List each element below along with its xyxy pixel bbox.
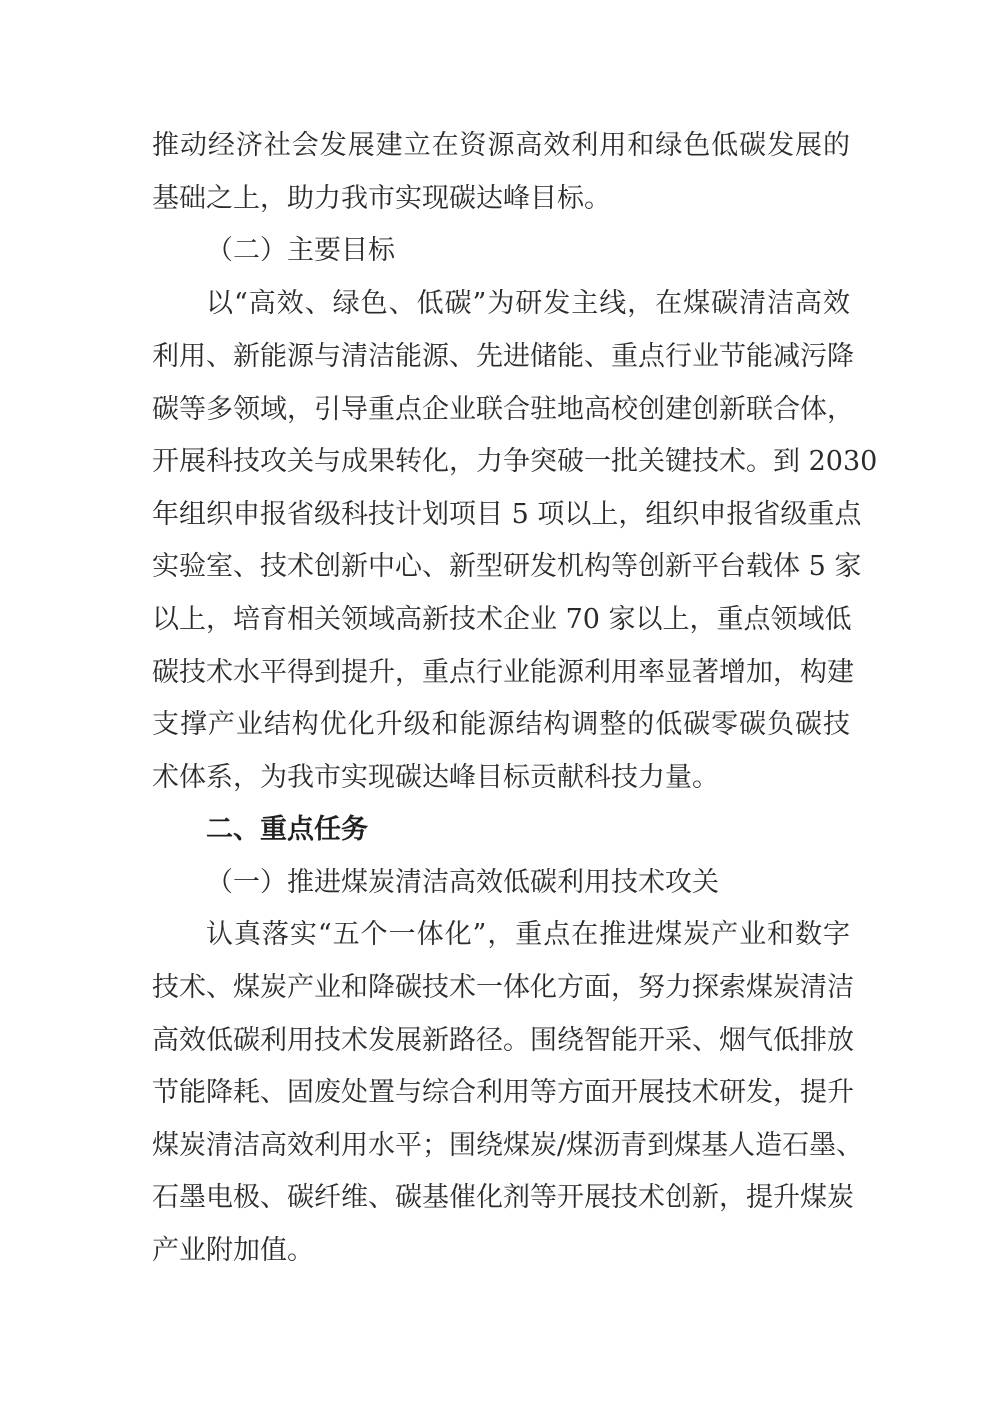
paragraph-line: 产业附加值。 [152, 1235, 314, 1266]
paragraph-line: 基础之上，助力我市实现碳达峰目标。 [152, 183, 611, 214]
paragraph-line: 以上，培育相关领域高新技术企业 70 家以上，重点领域低 [152, 604, 852, 635]
paragraph-line: 节能降耗、固废处置与综合利用等方面开展技术研发，提升 [152, 1077, 854, 1108]
paragraph-line: 认真落实“五个一体化”，重点在推进煤炭产业和数字 [206, 919, 850, 950]
paragraph-line: 支撑产业结构优化升级和能源结构调整的低碳零碳负碳技 [152, 709, 850, 740]
paragraph-line: 推动经济社会发展建立在资源高效利用和绿色低碳发展的 [152, 130, 850, 161]
subsection-heading: （一）推进煤炭清洁高效低碳利用技术攻关 [206, 867, 719, 898]
paragraph-line: 煤炭清洁高效利用水平；围绕煤炭/煤沥青到煤基人造石墨、 [152, 1130, 864, 1161]
paragraph-line: 术体系，为我市实现碳达峰目标贡献科技力量。 [152, 762, 719, 793]
paragraph-line: 实验室、技术创新中心、新型研发机构等创新平台载体 5 家 [152, 551, 862, 582]
paragraph-line: 开展科技攻关与成果转化，力争突破一批关键技术。到 2030 [152, 446, 878, 477]
paragraph-line: 技术、煤炭产业和降碳技术一体化方面，努力探索煤炭清洁 [152, 972, 854, 1003]
paragraph-line: 利用、新能源与清洁能源、先进储能、重点行业节能减污降 [152, 341, 854, 372]
section-heading: 二、重点任务 [206, 814, 368, 845]
paragraph-line: 高效低碳利用技术发展新路径。围绕智能开采、烟气低排放 [152, 1025, 854, 1056]
paragraph-line: 以“高效、绿色、低碳”为研发主线，在煤碳清洁高效 [206, 288, 850, 319]
paragraph-line: 碳技术水平得到提升，重点行业能源利用率显著增加，构建 [152, 657, 854, 688]
paragraph-line: 碳等多领域，引导重点企业联合驻地高校创建创新联合体， [152, 394, 854, 425]
paragraph-line: 石墨电极、碳纤维、碳基催化剂等开展技术创新，提升煤炭 [152, 1182, 854, 1213]
subsection-heading: （二）主要目标 [206, 235, 395, 266]
paragraph-line: 年组织申报省级科技计划项目 5 项以上，组织申报省级重点 [152, 499, 862, 530]
